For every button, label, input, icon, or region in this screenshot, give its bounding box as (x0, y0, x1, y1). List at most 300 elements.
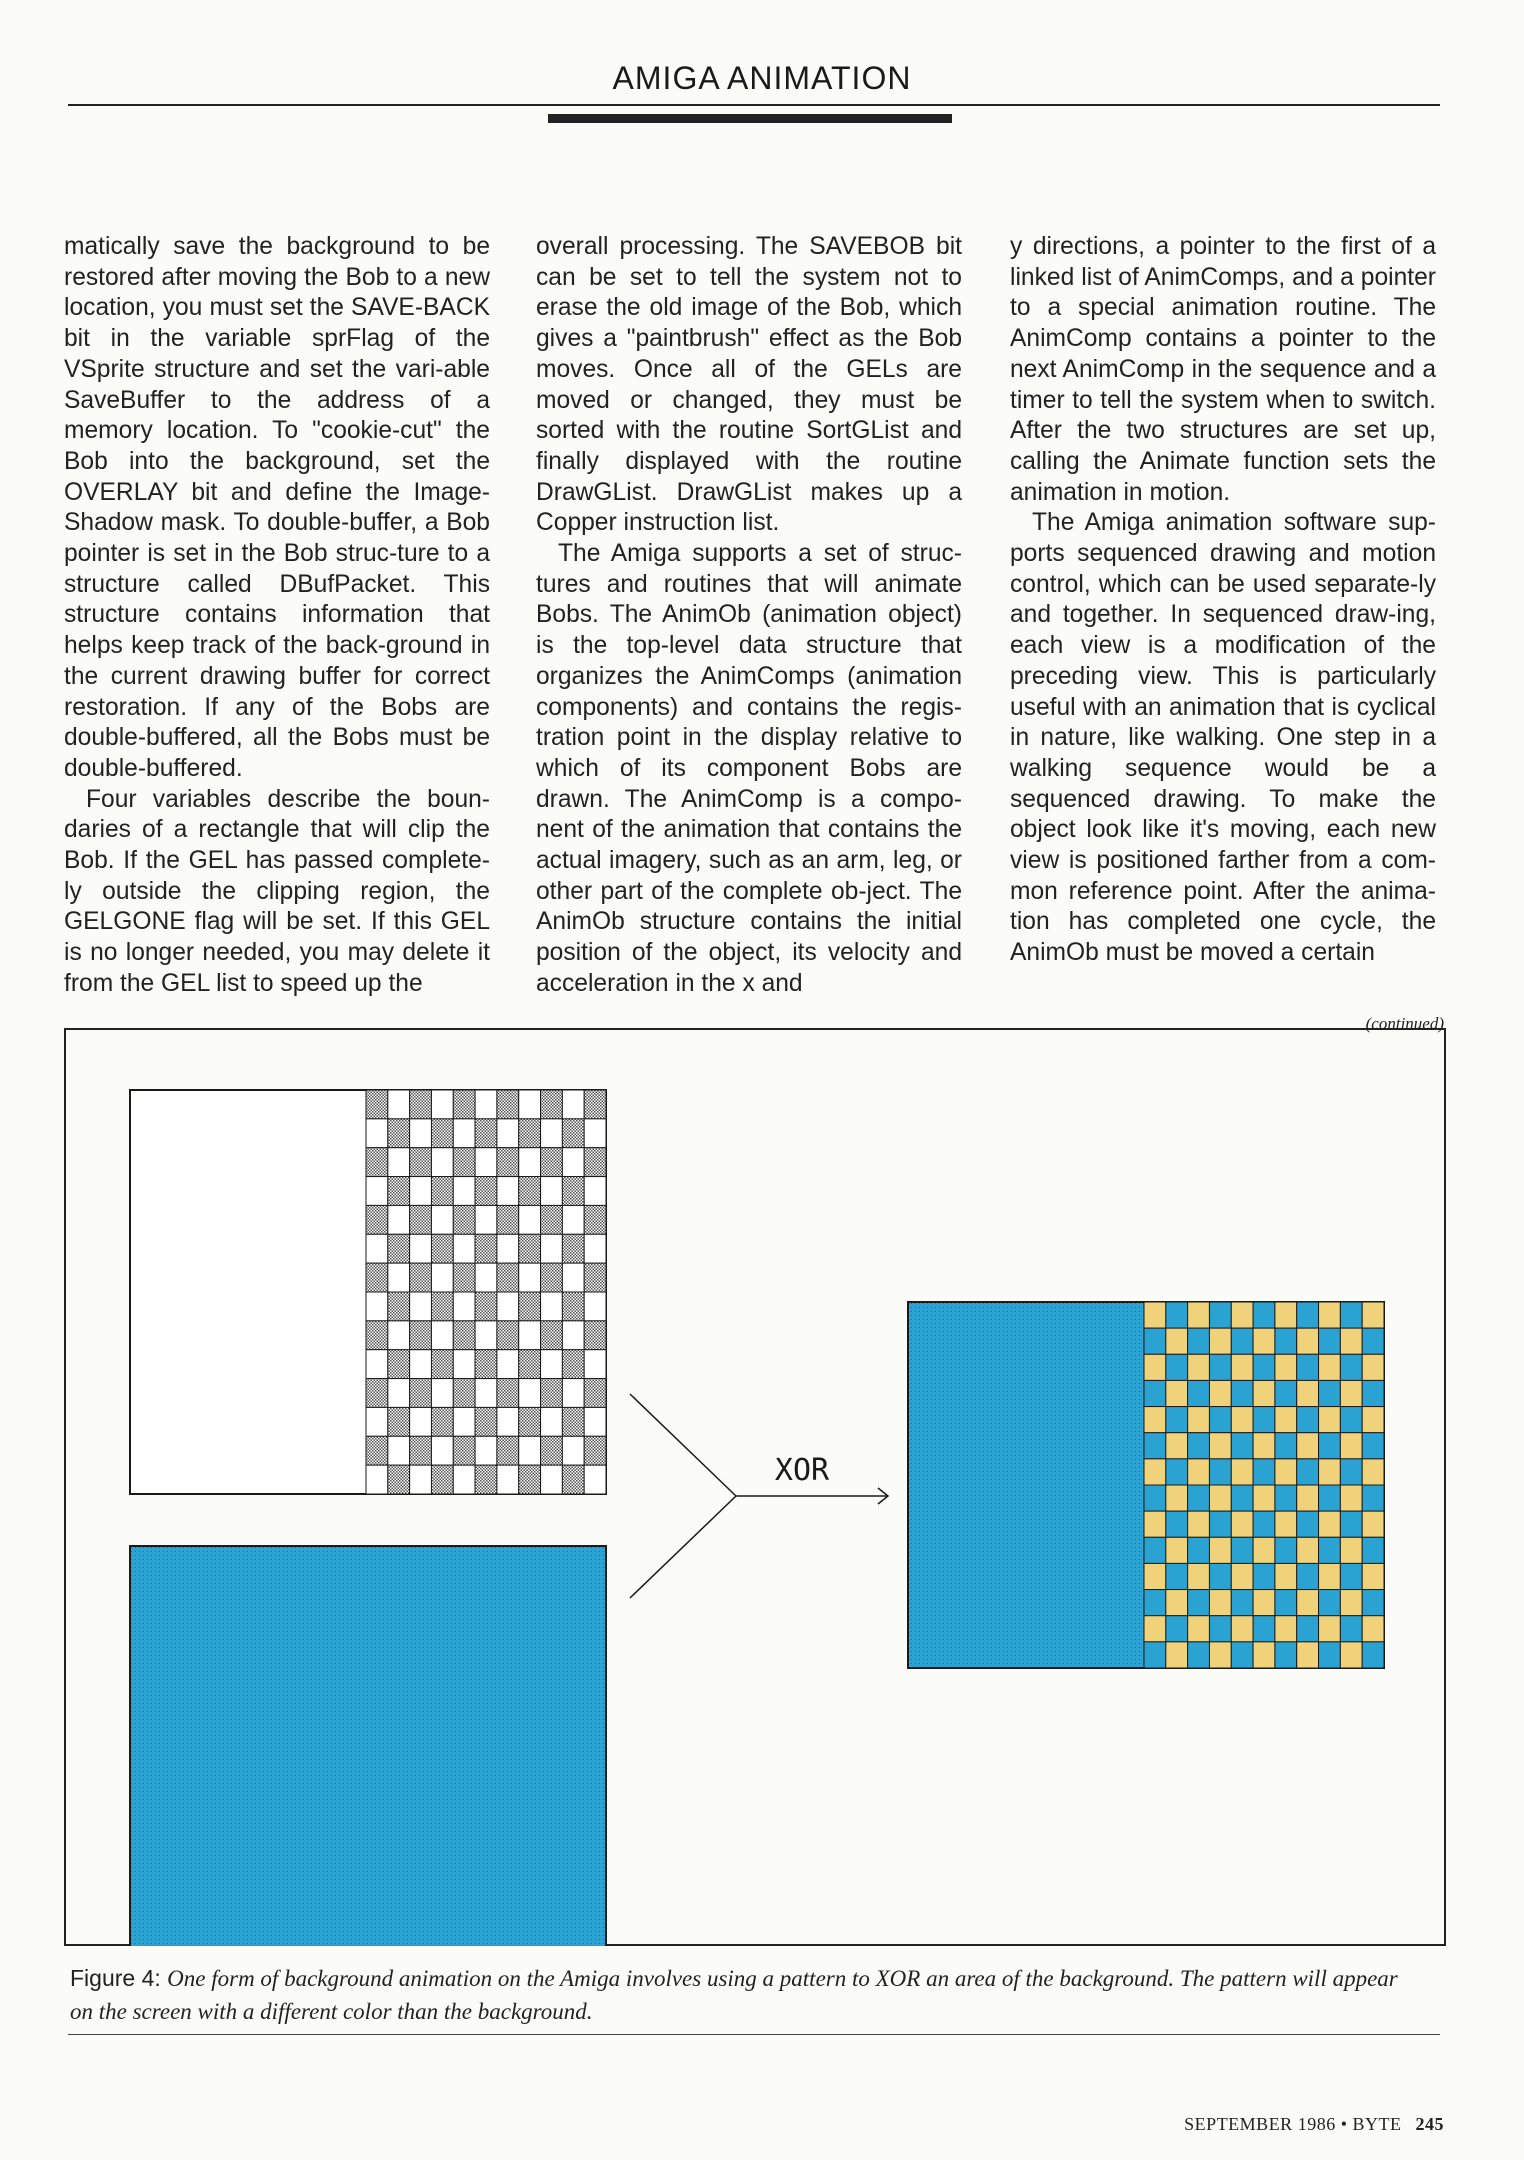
pattern-cell (1166, 1642, 1188, 1668)
pattern-cell (366, 1119, 388, 1148)
section-title: AMIGA ANIMATION (612, 60, 912, 96)
pattern-cell (1275, 1380, 1297, 1406)
pattern-cell (1362, 1380, 1384, 1406)
header-rule (68, 104, 1440, 106)
text-column-2 (536, 232, 962, 1000)
pattern-cell (1253, 1380, 1275, 1406)
pattern-cell (1297, 1407, 1319, 1433)
pattern-cell (1144, 1642, 1166, 1668)
pattern-cell (1275, 1328, 1297, 1354)
pattern-cell (410, 1379, 432, 1408)
pattern-cell (541, 1177, 563, 1206)
pattern-cell (519, 1465, 541, 1494)
pattern-cell (1144, 1616, 1166, 1642)
pattern-cell (388, 1379, 410, 1408)
xor-diagram (66, 1030, 1446, 1946)
pattern-cell (1188, 1354, 1210, 1380)
pattern-cell (475, 1177, 497, 1206)
pattern-cell (1297, 1380, 1319, 1406)
pattern-cell (584, 1292, 606, 1321)
pattern-cell (1340, 1563, 1362, 1589)
pattern-cell (1340, 1616, 1362, 1642)
pattern-cell (475, 1119, 497, 1148)
pattern-cell (562, 1234, 584, 1263)
pattern-cell (584, 1177, 606, 1206)
pattern-cell (1231, 1511, 1253, 1537)
pattern-cell (1188, 1590, 1210, 1616)
checker-pattern (366, 1090, 606, 1494)
pattern-cell (1297, 1563, 1319, 1589)
pattern-cell (1166, 1407, 1188, 1433)
paragraph: The Amiga supports a set of struc-tures and routines that will animate Bobs. The AnimOb (animation object) is the top-level data structure that organizes the AnimComps (animation components) and contains the regis-tration point in the display relative to which of its component Bobs are drawn. The AnimComp is a compo-nent of the animation that contains the actual imagery, such as an arm, leg, or other part of the complete ob-ject. The AnimOb structure contains the initial position of the object, its velocity and acceleration in the x and (536, 540, 962, 997)
pattern-cell (1231, 1616, 1253, 1642)
pattern-cell (1319, 1380, 1341, 1406)
pattern-cell (1297, 1459, 1319, 1485)
pattern-cell (1209, 1511, 1231, 1537)
pattern-cell (1209, 1616, 1231, 1642)
pattern-cell (1275, 1537, 1297, 1563)
pattern-cell (497, 1205, 519, 1234)
pattern-cell (1319, 1511, 1341, 1537)
pattern-cell (562, 1321, 584, 1350)
pattern-cell (519, 1119, 541, 1148)
pattern-cell (1297, 1616, 1319, 1642)
figure-4 (64, 1028, 1446, 1946)
pattern-cell (584, 1350, 606, 1379)
pattern-cell (497, 1234, 519, 1263)
pattern-cell (453, 1350, 475, 1379)
pattern-cell (1297, 1433, 1319, 1459)
pattern-cell (431, 1350, 453, 1379)
pattern-cell (475, 1321, 497, 1350)
pattern-cell (1144, 1537, 1166, 1563)
pattern-cell (1362, 1642, 1384, 1668)
pattern-cell (1144, 1328, 1166, 1354)
pattern-cell (1166, 1485, 1188, 1511)
paragraph: Four variables describe the boun-daries of a rectangle that will clip the Bob. If the GEL has passed complete-ly outside the clipping region, the GELGONE flag will be set. If this GEL is no longer needed, you may delete it from the GEL list to speed up the (64, 785, 490, 997)
pattern-cell (584, 1205, 606, 1234)
pattern-cell (1340, 1407, 1362, 1433)
pattern-cell (1319, 1302, 1341, 1328)
pattern-cell (366, 1177, 388, 1206)
pattern-cell (584, 1321, 606, 1350)
pattern-cell (519, 1321, 541, 1350)
pattern-cell (584, 1379, 606, 1408)
pattern-cell (562, 1205, 584, 1234)
pattern-cell (1340, 1511, 1362, 1537)
pattern-cell (1144, 1302, 1166, 1328)
pattern-cell (1319, 1590, 1341, 1616)
pattern-cell (1144, 1563, 1166, 1589)
pattern-cell (431, 1321, 453, 1350)
pattern-cell (1231, 1590, 1253, 1616)
pattern-cell (1188, 1511, 1210, 1537)
pattern-cell (475, 1436, 497, 1465)
pattern-cell (519, 1292, 541, 1321)
pattern-cell (410, 1350, 432, 1379)
pattern-cell (1362, 1459, 1384, 1485)
pattern-cell (1297, 1511, 1319, 1537)
pattern-cell (1297, 1590, 1319, 1616)
pattern-cell (1253, 1537, 1275, 1563)
pattern-cell (1275, 1563, 1297, 1589)
pattern-cell (562, 1177, 584, 1206)
pattern-cell (1166, 1511, 1188, 1537)
pattern-cell (1297, 1537, 1319, 1563)
blue-background (130, 1546, 606, 1946)
pattern-cell (1319, 1537, 1341, 1563)
pattern-cell (1209, 1459, 1231, 1485)
pattern-cell (1188, 1485, 1210, 1511)
pattern-cell (366, 1436, 388, 1465)
pattern-cell (475, 1350, 497, 1379)
pattern-cell (453, 1292, 475, 1321)
pattern-cell (584, 1090, 606, 1119)
pattern-cell (1144, 1354, 1166, 1380)
pattern-cell (1362, 1354, 1384, 1380)
pattern-cell (1275, 1511, 1297, 1537)
pattern-cell (410, 1205, 432, 1234)
pattern-cell (541, 1090, 563, 1119)
paragraph: The Amiga animation software sup-ports sequenced drawing and motion control, which can be used separate-ly and together. In sequenced draw-ing, each view is a modification of the preceding view. This is particularly useful with an animation that is cyclical in nature, like walking. One step in a walking sequence would be a sequenced drawing. To make the object look like it's moving, each new view is positioned farther from a com-mon reference point. After the anima-tion has completed one cycle, the AnimOb must be moved a certain (1010, 509, 1436, 967)
pattern-cell (1319, 1563, 1341, 1589)
pattern-cell (541, 1292, 563, 1321)
pattern-cell (541, 1379, 563, 1408)
pattern-cell (1340, 1642, 1362, 1668)
pattern-cell (1319, 1354, 1341, 1380)
caption-label: Figure 4: (70, 1965, 161, 1991)
pattern-cell (562, 1148, 584, 1177)
pattern-cell (475, 1407, 497, 1436)
pattern-cell (388, 1436, 410, 1465)
pattern-cell (475, 1465, 497, 1494)
pattern-cell (1275, 1642, 1297, 1668)
pattern-cell (388, 1234, 410, 1263)
pattern-cell (1188, 1563, 1210, 1589)
pattern-cell (497, 1350, 519, 1379)
pattern-cell (366, 1350, 388, 1379)
pattern-cell (388, 1350, 410, 1379)
pattern-cell (519, 1436, 541, 1465)
pattern-cell (1188, 1642, 1210, 1668)
pattern-cell (1209, 1485, 1231, 1511)
pattern-cell (1340, 1537, 1362, 1563)
pattern-cell (1275, 1433, 1297, 1459)
pattern-cell (541, 1205, 563, 1234)
pattern-cell (453, 1090, 475, 1119)
pattern-cell (562, 1436, 584, 1465)
pattern-cell (1253, 1328, 1275, 1354)
pattern-cell (497, 1292, 519, 1321)
pattern-cell (475, 1205, 497, 1234)
pattern-cell (1144, 1433, 1166, 1459)
pattern-cell (388, 1465, 410, 1494)
pattern-cell (431, 1234, 453, 1263)
pattern-cell (1166, 1590, 1188, 1616)
pattern-cell (1188, 1459, 1210, 1485)
pattern-cell (1362, 1302, 1384, 1328)
pattern-cell (497, 1090, 519, 1119)
pattern-cell (1209, 1354, 1231, 1380)
pattern-cell (519, 1234, 541, 1263)
pattern-cell (1209, 1302, 1231, 1328)
page-number: 245 (1415, 2114, 1444, 2134)
pattern-cell (388, 1321, 410, 1350)
pattern-cell (453, 1205, 475, 1234)
pattern-cell (541, 1234, 563, 1263)
pattern-cell (1166, 1459, 1188, 1485)
pattern-cell (1340, 1433, 1362, 1459)
pattern-cell (1166, 1354, 1188, 1380)
pattern-cell (410, 1119, 432, 1148)
pattern-cell (519, 1379, 541, 1408)
pattern-cell (388, 1148, 410, 1177)
pattern-cell (1188, 1616, 1210, 1642)
pattern-cell (1297, 1302, 1319, 1328)
pattern-cell (1340, 1354, 1362, 1380)
pattern-cell (1362, 1485, 1384, 1511)
pattern-cell (475, 1148, 497, 1177)
pattern-cell (1253, 1511, 1275, 1537)
pattern-cell (453, 1148, 475, 1177)
pattern-cell (562, 1263, 584, 1292)
pattern-cell (562, 1379, 584, 1408)
pattern-cell (1253, 1616, 1275, 1642)
pattern-cell (453, 1119, 475, 1148)
pattern-cell (1319, 1642, 1341, 1668)
pattern-cell (1362, 1328, 1384, 1354)
pattern-cell (1319, 1616, 1341, 1642)
pattern-cell (519, 1205, 541, 1234)
pattern-cell (1362, 1511, 1384, 1537)
pattern-cell (1253, 1563, 1275, 1589)
pattern-cell (1231, 1537, 1253, 1563)
pattern-cell (562, 1090, 584, 1119)
pattern-cell (366, 1148, 388, 1177)
pattern-cell (1362, 1563, 1384, 1589)
pattern-cell (497, 1177, 519, 1206)
pattern-cell (497, 1321, 519, 1350)
pattern-cell (453, 1465, 475, 1494)
pattern-cell (1144, 1459, 1166, 1485)
pattern-cell (584, 1148, 606, 1177)
pattern-cell (541, 1148, 563, 1177)
pattern-cell (1297, 1642, 1319, 1668)
pattern-cell (541, 1119, 563, 1148)
pattern-cell (1319, 1407, 1341, 1433)
pattern-cell (497, 1148, 519, 1177)
pattern-cell (1209, 1590, 1231, 1616)
pattern-cell (410, 1436, 432, 1465)
pattern-cell (410, 1234, 432, 1263)
pattern-cell (1297, 1328, 1319, 1354)
pattern-cell (1144, 1485, 1166, 1511)
pattern-cell (366, 1379, 388, 1408)
pattern-cell (431, 1292, 453, 1321)
pattern-cell (1231, 1433, 1253, 1459)
pattern-cell (1253, 1407, 1275, 1433)
pattern-cell (497, 1379, 519, 1408)
pattern-cell (1340, 1302, 1362, 1328)
pattern-cell (1231, 1563, 1253, 1589)
pattern-cell (584, 1407, 606, 1436)
pattern-cell (541, 1407, 563, 1436)
pattern-cell (1166, 1328, 1188, 1354)
pattern-cell (410, 1465, 432, 1494)
pattern-cell (366, 1090, 388, 1119)
pattern-cell (431, 1465, 453, 1494)
issue-info: SEPTEMBER 1986 • BYTE (1184, 2114, 1402, 2134)
pattern-cell (453, 1234, 475, 1263)
pattern-cell (1231, 1302, 1253, 1328)
pattern-cell (584, 1119, 606, 1148)
pattern-cell (453, 1177, 475, 1206)
pattern-cell (1340, 1459, 1362, 1485)
pattern-cell (519, 1407, 541, 1436)
pattern-cell (1231, 1354, 1253, 1380)
pattern-cell (1188, 1302, 1210, 1328)
pattern-cell (453, 1321, 475, 1350)
pattern-cell (1275, 1590, 1297, 1616)
pattern-cell (1231, 1485, 1253, 1511)
pattern-cell (497, 1436, 519, 1465)
pattern-cell (1297, 1354, 1319, 1380)
pattern-cell (410, 1407, 432, 1436)
pattern-cell (562, 1407, 584, 1436)
figure-caption (70, 1962, 1400, 2028)
pattern-cell (1362, 1616, 1384, 1642)
pattern-cell (584, 1465, 606, 1494)
pattern-cell (1253, 1302, 1275, 1328)
pattern-cell (431, 1177, 453, 1206)
pattern-cell (497, 1263, 519, 1292)
pattern-cell (497, 1465, 519, 1494)
pattern-cell (1362, 1433, 1384, 1459)
pattern-cell (519, 1350, 541, 1379)
text-column-1 (64, 232, 490, 1000)
pattern-cell (1209, 1563, 1231, 1589)
pattern-cell (1253, 1354, 1275, 1380)
pattern-cell (519, 1263, 541, 1292)
pattern-cell (541, 1436, 563, 1465)
paragraph: overall processing. The SAVEBOB bit can be set to tell the system not to erase the old image of the Bob, which gives a "paintbrush" effect as the Bob moves. Once all of the GELs are moved or changed, they must be sorted with the routine SortGList and finally displayed with the routine DrawGList. DrawGList makes up a Copper instruction list. (536, 233, 962, 537)
pattern-cell (1362, 1537, 1384, 1563)
pattern-cell (410, 1263, 432, 1292)
pattern-cell (1144, 1407, 1166, 1433)
pattern-cell (1340, 1380, 1362, 1406)
pattern-cell (1188, 1537, 1210, 1563)
pattern-cell (366, 1407, 388, 1436)
pattern-cell (475, 1292, 497, 1321)
pattern-cell (1340, 1328, 1362, 1354)
pattern-cell (366, 1234, 388, 1263)
pattern-cell (410, 1090, 432, 1119)
pattern-cell (562, 1292, 584, 1321)
pattern-cell (431, 1119, 453, 1148)
paragraph: matically save the background to be restored after moving the Bob to a new location, you must set the SAVE-BACK bit in the variable sprFlag of the VSprite structure and set the vari-able SaveBuffer to the address of a memory location. To "cookie-cut" the Bob into the background, set the OVERLAY bit and define the Image-Shadow mask. To double-buffer, a Bob pointer is set in the Bob struc-ture to a structure called DBufPacket. This structure contains information that helps keep track of the back-ground in the current drawing buffer for correct restoration. If any of the Bobs are double-buffered, all the Bobs must be double-buffered. (64, 233, 490, 782)
pattern-cell (1231, 1380, 1253, 1406)
pattern-cell (1166, 1616, 1188, 1642)
pattern-cell (1231, 1328, 1253, 1354)
pattern-cell (410, 1321, 432, 1350)
pattern-cell (366, 1465, 388, 1494)
caption-rule (68, 2034, 1440, 2035)
pattern-cell (475, 1379, 497, 1408)
pattern-cell (1275, 1485, 1297, 1511)
pattern-cell (497, 1119, 519, 1148)
pattern-cell (1144, 1511, 1166, 1537)
pattern-cell (1275, 1354, 1297, 1380)
pattern-cell (475, 1263, 497, 1292)
pattern-cell (1166, 1302, 1188, 1328)
page-footer (1184, 2114, 1444, 2135)
pattern-cell (1297, 1485, 1319, 1511)
pattern-cell (388, 1090, 410, 1119)
pattern-cell (475, 1090, 497, 1119)
pattern-cell (584, 1234, 606, 1263)
pattern-cell (1231, 1642, 1253, 1668)
pattern-cell (541, 1263, 563, 1292)
pattern-cell (1275, 1302, 1297, 1328)
pattern-cell (388, 1407, 410, 1436)
pattern-cell (1319, 1328, 1341, 1354)
pattern-cell (1253, 1433, 1275, 1459)
pattern-cell (1253, 1642, 1275, 1668)
result-pattern (1144, 1302, 1384, 1668)
pattern-cell (431, 1436, 453, 1465)
pattern-cell (475, 1234, 497, 1263)
pattern-cell (388, 1205, 410, 1234)
pattern-cell (1231, 1407, 1253, 1433)
pattern-cell (541, 1350, 563, 1379)
pattern-cell (1209, 1433, 1231, 1459)
header-bar (548, 114, 952, 123)
pattern-cell (1253, 1590, 1275, 1616)
pattern-cell (1253, 1459, 1275, 1485)
pattern-cell (1166, 1433, 1188, 1459)
pattern-cell (388, 1292, 410, 1321)
pattern-cell (453, 1263, 475, 1292)
pattern-cell (1144, 1380, 1166, 1406)
pattern-cell (584, 1263, 606, 1292)
pattern-cell (453, 1436, 475, 1465)
continued-note: (continued) (1365, 1014, 1444, 1033)
pattern-cell (410, 1177, 432, 1206)
pattern-cell (410, 1292, 432, 1321)
pattern-cell (1209, 1537, 1231, 1563)
pattern-cell (453, 1407, 475, 1436)
pattern-cell (1231, 1459, 1253, 1485)
pattern-cell (431, 1379, 453, 1408)
pattern-cell (541, 1321, 563, 1350)
pattern-cell (1188, 1407, 1210, 1433)
pattern-cell (1275, 1407, 1297, 1433)
pattern-cell (584, 1436, 606, 1465)
pattern-cell (1362, 1407, 1384, 1433)
pattern-cell (388, 1177, 410, 1206)
pattern-cell (1188, 1328, 1210, 1354)
pattern-cell (1319, 1459, 1341, 1485)
pattern-cell (431, 1205, 453, 1234)
pattern-cell (431, 1148, 453, 1177)
pattern-cell (388, 1119, 410, 1148)
text-column-3 (1010, 232, 1436, 969)
pattern-cell (1209, 1642, 1231, 1668)
pattern-cell (366, 1321, 388, 1350)
pattern-cell (562, 1350, 584, 1379)
pattern-cell (1275, 1616, 1297, 1642)
pattern-cell (1253, 1485, 1275, 1511)
